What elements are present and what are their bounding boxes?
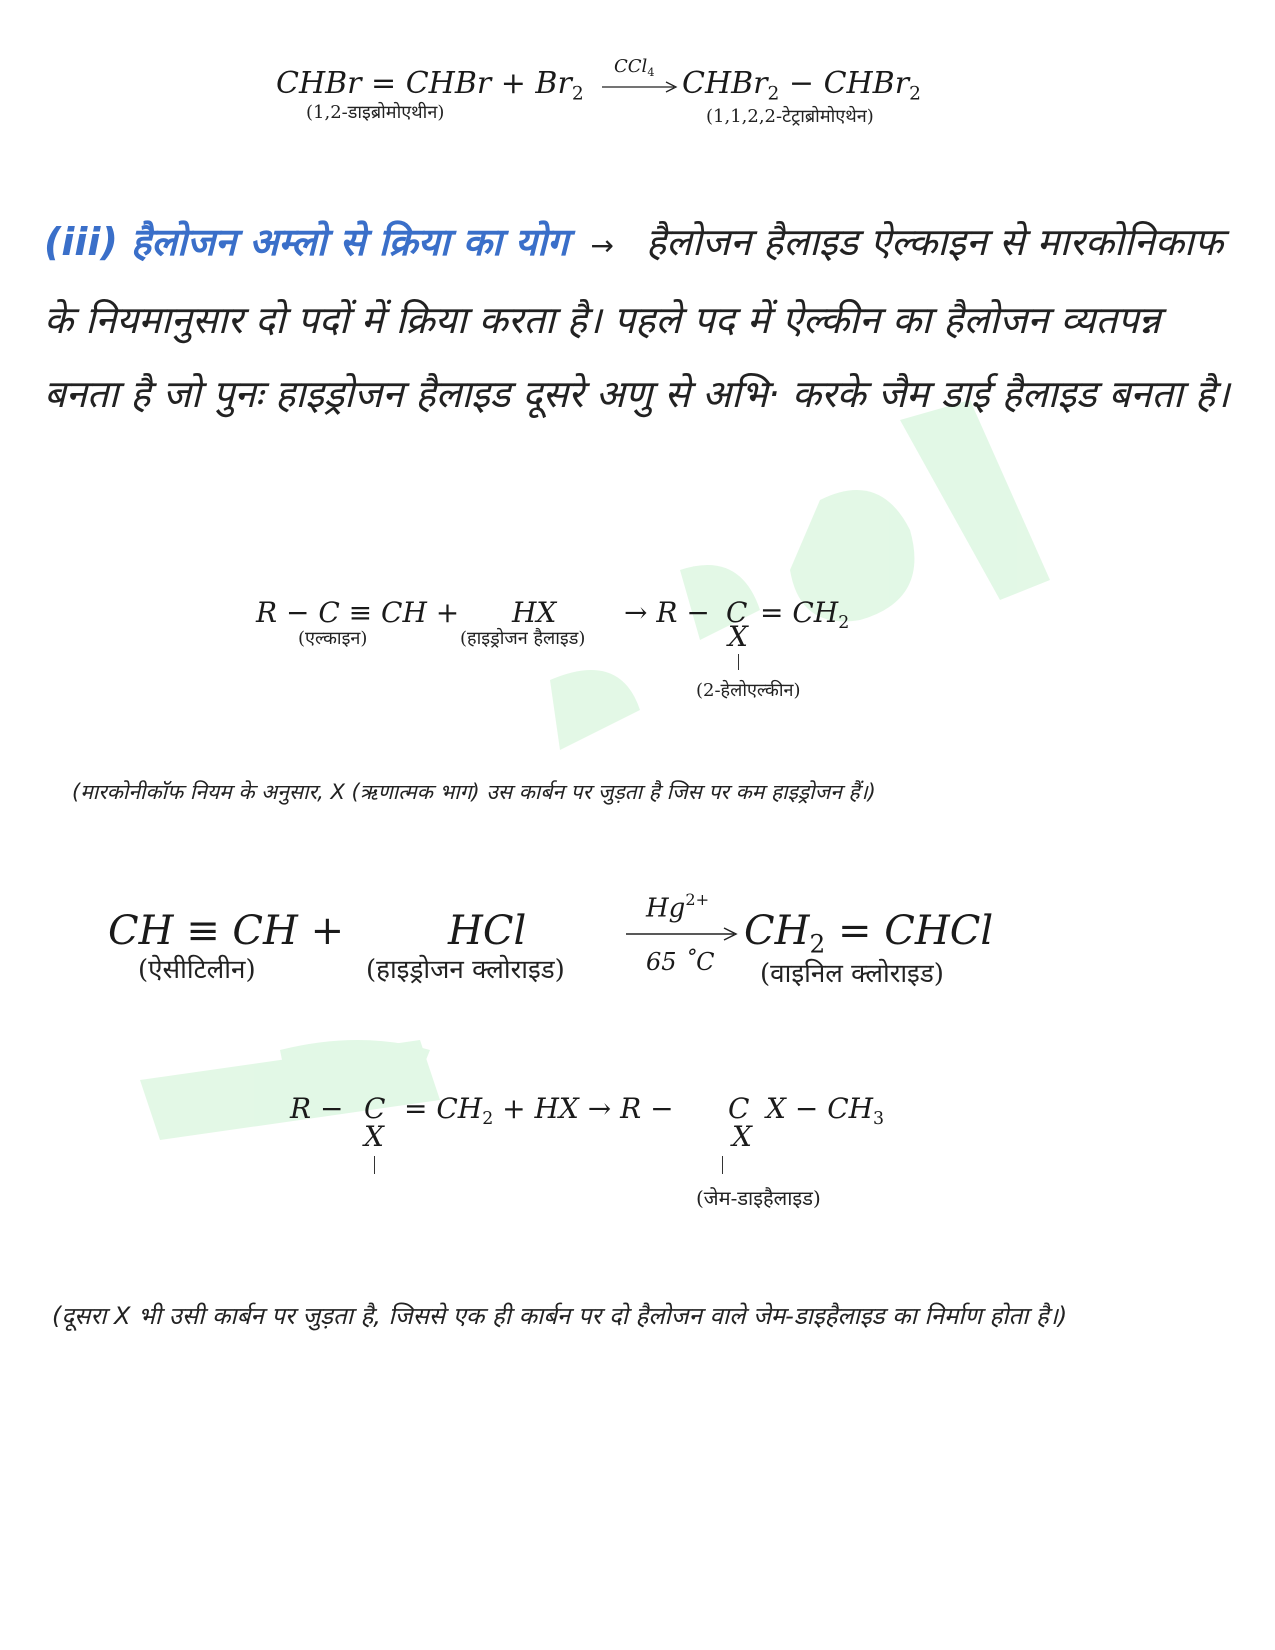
eq4-rhs xyxy=(766,1092,884,1129)
eq4-lhs-b-text: = CH xyxy=(404,1092,483,1125)
eq2-substituent: X xyxy=(728,620,748,653)
eq2-lhs: R − C ≡ CH + xyxy=(256,596,460,629)
eq2-bond-line xyxy=(738,654,739,670)
eq3-product-a-subscript: 2 xyxy=(809,929,826,959)
eq3-product xyxy=(744,908,993,959)
eq1-product-label: (1,1,2,2-टेट्राब्रोमोएथेन) xyxy=(706,106,874,127)
note-gem-dihalide: (दूसरा X भी उसी कार्बन पर जुड़ता है, जिससे एक ही कार्बन पर दो हैलोजन वाले जेम-डाइहैलाइड का निर्माण होता है।) xyxy=(52,1302,1068,1330)
eq3-reagent: HCl xyxy=(448,908,527,954)
reaction-arrow-icon xyxy=(626,926,738,942)
equation-1 xyxy=(276,66,584,105)
eq3-lhs: CH ≡ CH + xyxy=(108,908,345,954)
eq3-catalyst: Hg xyxy=(646,893,686,924)
eq3-arrow xyxy=(626,890,738,980)
eq1-catalyst: CCl xyxy=(614,56,648,77)
eq2-alkyne-label: (एल्काइन) xyxy=(298,628,368,649)
eq3-condition: 65 ˚C xyxy=(646,948,715,976)
eq2-rhs xyxy=(760,596,849,633)
eq2-arrow-r: → R − xyxy=(624,596,710,629)
eq4-bond-line-2 xyxy=(722,1156,723,1174)
eq1-product-a-subscript: 2 xyxy=(767,83,780,105)
eq3-reactant-label: (ऐसीटिलीन) xyxy=(138,955,256,985)
eq2-reagent-label: (हाइड्रोजन हैलाइड) xyxy=(460,628,586,649)
eq1-lhs-subscript: 2 xyxy=(571,83,584,105)
eq2-reagent: HX xyxy=(512,596,557,629)
eq4-lhs-a: R − xyxy=(290,1092,344,1125)
eq1-lhs: CHBr = CHBr + Br xyxy=(276,66,572,101)
eq1-product xyxy=(682,66,921,105)
section-heading: (iii) हैलोजन अम्लो से क्रिया का योग xyxy=(44,220,569,264)
eq3-reagent-label: (हाइड्रोजन क्लोराइड) xyxy=(366,955,565,985)
eq2-rhs-text: = CH xyxy=(760,596,839,629)
eq4-substituent-2: X xyxy=(732,1120,752,1153)
eq1-reactant-label: (1,2-डाइब्रोमोएथीन) xyxy=(306,102,445,123)
eq4-rhs-subscript: 3 xyxy=(873,1109,885,1130)
eq2-rhs-subscript: 2 xyxy=(838,613,850,634)
eq4-lhs-b xyxy=(404,1092,674,1129)
eq4-rhs-text: X − CH xyxy=(766,1092,874,1125)
section-paragraph: हैलोजन हैलाइड ऐल्काइन से मारकोनिकाफ के नियमानुसार दो पदों में क्रिया करता है। पहले पद में ऐल्कीन का हैलोजन व्यतपन्न बनता है जो पुनः हाइड्रोजन हैलाइड दूसरे अणु से अभि· करके जैम डाई हैलाइड बनता है। xyxy=(44,220,1230,416)
eq4-bond-line-1 xyxy=(374,1156,375,1174)
eq4-lhs-b-subscript: 2 xyxy=(482,1109,494,1130)
eq3-product-a: CH xyxy=(744,908,810,954)
eq4-product-label: (जेम-डाइहैलाइड) xyxy=(696,1186,821,1210)
eq4-substituent-1: X xyxy=(364,1120,384,1153)
eq3-product-b: = CHCl xyxy=(825,908,994,954)
eq1-product-b-subscript: 2 xyxy=(909,83,921,105)
eq4-carbon-1: C xyxy=(364,1092,386,1125)
heading-arrow: → xyxy=(590,229,614,262)
section-text xyxy=(44,205,1234,431)
eq3-product-label: (वाइनिल क्लोराइड) xyxy=(760,959,944,989)
eq1-product-b: − CHBr xyxy=(779,66,910,101)
eq4-lhs-c-text: + HX → R − xyxy=(493,1092,674,1125)
eq2-product-label: (2-हेलोएल्कीन) xyxy=(696,680,801,701)
reaction-arrow-icon xyxy=(602,80,678,94)
eq1-arrow xyxy=(602,56,678,100)
eq4-carbon-2: C xyxy=(728,1092,750,1125)
watermark-logo xyxy=(120,380,1180,1140)
note-markovnikov: (मारकोनीकॉफ नियम के अनुसार, X (ऋणात्मक भाग) उस कार्बन पर जुड़ता है जिस पर कम हाइड्रोजन हैं।) xyxy=(72,780,876,804)
eq2-carbon: C xyxy=(726,596,748,629)
eq1-product-a: CHBr xyxy=(682,66,768,101)
eq1-catalyst-subscript: 4 xyxy=(647,65,655,79)
eq3-catalyst-superscript: 2+ xyxy=(685,890,710,909)
